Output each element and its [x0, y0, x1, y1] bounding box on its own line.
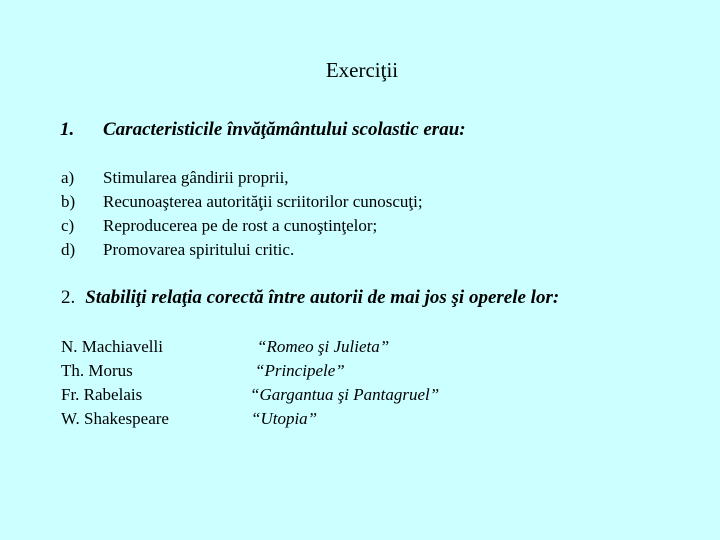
option-letter-c: c): [61, 216, 75, 235]
option-text-a: Stimularea gândirii proprii,: [103, 168, 289, 187]
question-2-number: 2.: [61, 287, 76, 308]
option-letter-a: a): [61, 168, 75, 187]
option-letter-d: d): [61, 240, 76, 259]
work-4: “Utopia”: [251, 409, 318, 428]
option-letter-b: b): [61, 192, 76, 211]
work-1: “Romeo şi Julieta”: [257, 337, 390, 356]
question-2-text: Stabiliţi relaţia corectă între autorii de mai jos şi operele lor:: [85, 287, 560, 308]
author-4: W. Shakespeare: [61, 409, 169, 428]
author-1: N. Machiavelli: [61, 337, 163, 356]
work-2: “Principele”: [255, 361, 345, 380]
work-3: “Gargantua şi Pantagruel”: [250, 385, 440, 404]
question-1-text: Caracteristicile învăţământului scolastic erau:: [103, 119, 466, 140]
option-text-c: Reproducerea pe de rost a cunoştinţelor;: [103, 216, 378, 235]
option-text-d: Promovarea spiritului critic.: [103, 240, 295, 259]
author-3: Fr. Rabelais: [61, 385, 143, 404]
page-title: Exerciţii: [325, 58, 399, 82]
option-text-b: Recunoaşterea autorităţii scriitorilor cunoscuţi;: [103, 192, 423, 211]
question-2: [61, 287, 559, 309]
author-2: Th. Morus: [61, 361, 133, 380]
question-1-number: 1.: [60, 119, 75, 140]
